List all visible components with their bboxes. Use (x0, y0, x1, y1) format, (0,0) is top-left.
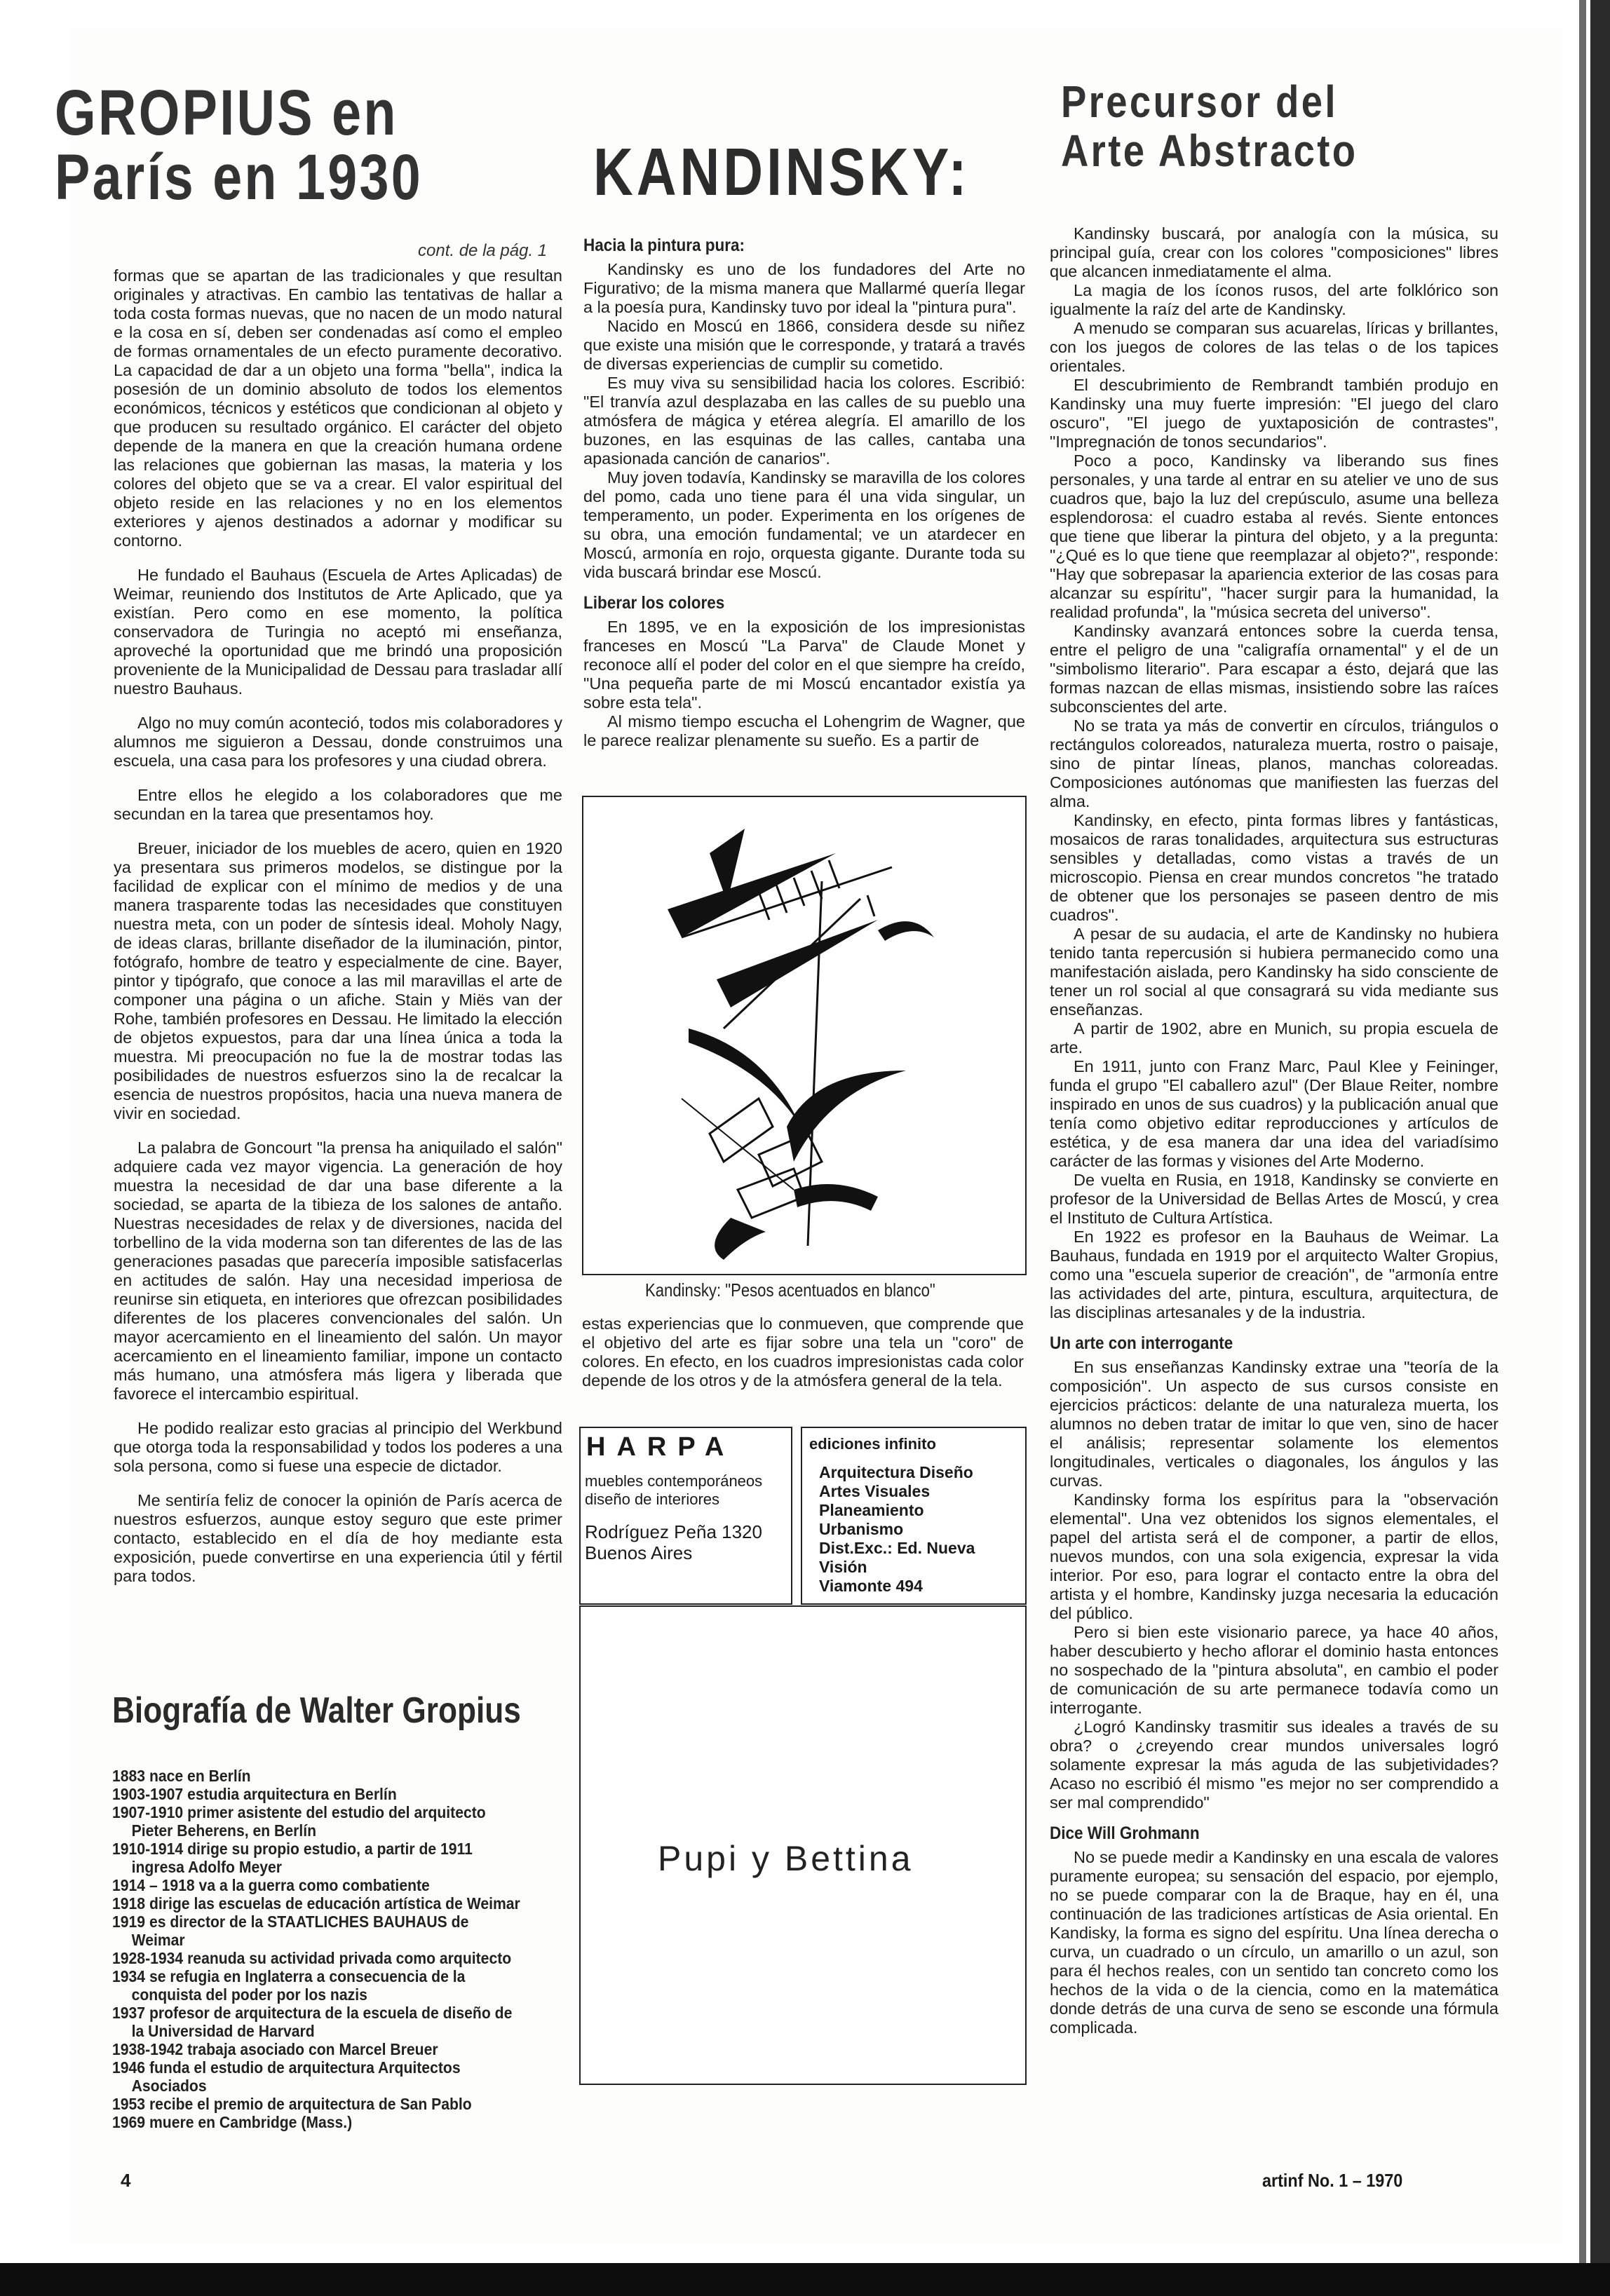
paragraph: Breuer, iniciador de los muebles de acero, quien en 1920 ya presentara sus primeros modelos, se distingue por la facilidad de explicar con el mínimo de medios y de una manera trasparente todas las necesidades que constituyen nuestra meta, con un poder de síntesis ideal. Moholy Nagy, de ideas claras, brillante diseñador de la iluminación, pintor, fotógrafo, hombre de teatro y especialmente de cine. Bayer, pintor y tipógrafo, que conoce a las mil maravillas el arte de componer una página o un afiche. Stain y Miës van der Rohe, también profesores en Dessau. He limitado la elección de objetos expuestos, para dar una línea única a toda la muestra. Mi preocupación no fue la de mostrar todas las posibilidades de nuestros esfuerzos sino la de recalcar la esencia de nuestros propósitos, hacia una nueva manera de vivir en sociedad. (114, 839, 562, 1122)
paragraph: He podido realizar esto gracias al principio del Werkbund que otorga toda la responsabilidad y todos los poderes a una sola persona, como si fuese una especie de dictador. (114, 1419, 562, 1475)
paragraph: No se trata ya más de convertir en círculos, triángulos o rectángulos coloreados, naturaleza muerta, rostro o paisaje, sino de pintar líneas, planos, manchas coloreadas. Composiciones autónomas que manifiesten las fuerzas del alma. (1050, 716, 1499, 810)
biography-item: 1918 dirige las escuelas de educación artística de Weimar (112, 1894, 520, 1913)
paragraph: A partir de 1902, abre en Munich, su propia escuela de arte. (1050, 1019, 1499, 1057)
paragraph: ¿Logró Kandinsky trasmitir sus ideales a través de su obra? o ¿creyendo crear mundos universales logró solamente expresar la más aguda de las subjetividades? Acaso no escribió él mismo "es mejor no ser comprendido a ser mal comprendido" (1050, 1718, 1499, 1812)
biography-item: 1910-1914 dirige su propio estudio, a partir de 1911 ingresa Adolfo Meyer (112, 1840, 473, 1876)
biography-title: Biografía de Walter Gropius (112, 1690, 521, 1731)
infinito-line: Planeamiento (819, 1501, 924, 1519)
paragraph: En 1911, junto con Franz Marc, Paul Klee y Feininger, funda el grupo "El caballero azul" (Der Blaue Reiter, nombre inspirado en unos de sus cuadros) y la publicación anual que tenía como objetivo editar reproducciones y artículos de estética, y de esa manera dar una idea del variadísimo carácter de las formas y visiones del Arte Moderno. (1050, 1057, 1499, 1170)
page-number: 4 (121, 2170, 131, 2191)
paragraph: Kandinsky es uno de los fundadores del Arte no Figurativo; de la misma manera que Mallarmé quería llegar a la poesía pura, Kandinsky tuvo por ideal la "pintura pura". (583, 260, 1025, 316)
gropius-headline: GROPIUS en París en 1930 (55, 77, 423, 213)
paragraph: He fundado el Bauhaus (Escuela de Artes Aplicadas) de Weimar, reuniendo dos Institutos de Arte Aplicado, que ya existían. Pero como en ese momento, la política conservadora de Turingia no aceptó mi enseñanza, aproveché la oportunidad que me brindó una proposición proveniente de la Municipalidad de Dessau para trasladar allí nuestro Bauhaus. (114, 566, 562, 698)
paragraph: En 1922 es profesor en la Bauhaus de Weimar. La Bauhaus, fundada en 1919 por el arquitecto Walter Gropius, como una "escuela superior de creación", de "armonía entre las actividades del arte, pintura, escultura, arquitectura, de las disciplinas artesanales y de la industria. (1050, 1228, 1499, 1322)
paragraph: estas experiencias que lo conmueven, que comprende que el objetivo del arte es fijar sobre una tela un "coro" de colores. En efecto, en los cuadros impresionistas cada color depende de los otros y de la atmósfera general de la tela. (582, 1315, 1024, 1390)
paragraph: La palabra de Goncourt "la prensa ha aniquilado el salón" adquiere cada vez mayor vigencia. La generación de hoy muestra la necesidad de dar una base diferente a la sociedad, se aparta de la tibieza de los salones de antaño. Nuestras necesidades de relax y de diversiones, nacida del torbellino de la vida moderna son tan diferentes de las de las generaciones pasadas que parecería imposible satisfacerlas en actitudes de salón. Hay una necesidad imperiosa de reunirse sin etiqueta, en interiores que ofrezcan posibilidades diferentes de los placeres convencionales del salón. Un mayor acercamiento en el lineamiento del salón. Un mayor acercamiento en el lineamiento familiar, impone un contacto más humano, una atmósfera más ligera y liberada que favorece el intercambio espiritual. (114, 1139, 562, 1403)
biography-item: 1919 es director de la STAATLICHES BAUHAUS de Weimar (112, 1913, 469, 1949)
biography-item: 1914 – 1918 va a la guerra como combatiente (112, 1876, 430, 1894)
harpa-line: muebles contemporáneos (585, 1472, 763, 1490)
paragraph: De vuelta en Rusia, en 1918, Kandinsky se convierte en profesor de la Universidad de Bellas Artes de Moscú, y crea el Instituto de Cultura Artística. (1050, 1171, 1499, 1227)
subheading: Liberar los colores (583, 593, 725, 613)
kandinsky-article-col2 (583, 224, 1025, 750)
kandinsky-painting (582, 796, 1027, 1275)
scanner-edge (1590, 0, 1610, 2263)
infinito-line: Viamonte 494 (819, 1577, 923, 1595)
subheading: Dice Will Grohmann (1050, 1823, 1200, 1843)
page-edge-shadow (1579, 0, 1586, 2263)
paragraph: Kandinsky buscará, por analogía con la música, su principal guía, crear con los colores "composiciones" libres que alcancen inmediatamente el alma. (1050, 224, 1499, 280)
pupi-bettina-advertisement (579, 1605, 1027, 2085)
paragraph: Kandinsky forma los espíritus para la "observación elemental". Una vez obtenidos los signos elementales, el papel del artista será el de componer, a partir de ellos, nuevos mundos, con una sola exigencia, expresar la vida interior. Por eso, para lograr el contacto entre la obra del artista y el hombre, Kandinsky juzga necesaria la educación del público. (1050, 1490, 1499, 1622)
paragraph: Kandinsky avanzará entonces sobre la cuerda tensa, entre el peligro de una "caligrafía ornamental" y el de un "simbolismo literario". Para escapar a ésto, dejará que las formas nazcan de ellas mismas, insistiendo sobre las raíces subconscientes del arte. (1050, 622, 1499, 716)
kandinsky-article-col3 (1050, 224, 1499, 2053)
infinito-advertisement (801, 1427, 1027, 1605)
paragraph: En 1895, ve en la exposición de los impresionistas franceses en Moscú "La Parva" de Claude Monet y reconoce allí el poder del color en el que siempre ha creído, "Una pequeña parte de mi Moscú encantador existía ya sobre esta tela". (583, 618, 1025, 712)
harpa-address: Rodríguez Peña 1320 (585, 1521, 762, 1542)
gropius-article (114, 266, 562, 1601)
paragraph: Entre ellos he elegido a los colaboradores que me secundan en la tarea que presentamos hoy. (114, 786, 562, 823)
biography-item: 1946 funda el estudio de arquitectura Arquitectos Asociados (112, 2058, 461, 2095)
paragraph: Algo no muy común aconteció, todos mis colaboradores y alumnos me siguieron a Dessau, donde construimos una escuela, una casa para los profesores y una ciudad obrera. (114, 714, 562, 770)
precursor-headline: Precursor del Arte Abstracto (1061, 76, 1358, 176)
scanner-bottom-bar (0, 2263, 1610, 2296)
paragraph: A menudo se comparan sus acuarelas, líricas y brillantes, con los juegos de colores de las telas o de los tapices orientales. (1050, 319, 1499, 375)
paragraph: Al mismo tiempo escucha el Lohengrim de Wagner, que le parece realizar plenamente su sueño. Es a partir de (583, 712, 1025, 749)
biography-item: 1969 muere en Cambridge (Mass.) (112, 2113, 353, 2131)
biography-item: 1907-1910 primer asistente del estudio del arquitecto Pieter Beherens, en Berlín (112, 1803, 486, 1840)
harpa-advertisement (579, 1427, 792, 1605)
paragraph: A pesar de su audacia, el arte de Kandinsky no hubiera tenido tanta repercusión si hubiera permanecido como una manifestación aislada, pero Kandinsky ha sido consciente de tener un rol social al que consagrará su vida mediante sus enseñanzas. (1050, 925, 1499, 1019)
subheading: Hacia la pintura pura: (583, 236, 745, 255)
paragraph: Kandinsky, en efecto, pinta formas libres y fantásticas, mosaicos de raras tonalidades, arquitectura sus estructuras sensibles y detalladas, como vistas a través de un microscopio. Piensa en crear mundos concretos "he tratado de obtener que los personajes se paseen dentro de mis cuadros". (1050, 811, 1499, 924)
paragraph: En sus enseñanzas Kandinsky extrae una "teoría de la composición". Un aspecto de sus cursos consiste en ejercicios prácticos: delante de una naturaleza muerta, los alumnos no deben tratar de imitar lo que ven, sino de hacer el análisis; representar solamente los elementos longitudinales, verticales o diagonales, los ángulos y las curvas. (1050, 1358, 1499, 1490)
harpa-line: diseño de interiores (585, 1490, 720, 1508)
harpa-address: Buenos Aires (585, 1542, 693, 1563)
infinito-brand: ediciones infinito (809, 1435, 936, 1453)
biography-item: 1928-1934 reanuda su actividad privada como arquitecto (112, 1949, 512, 1967)
paragraph: Muy joven todavía, Kandinsky se maravilla de los colores del pomo, cada uno tiene para él una vida singular, un temperamento, un poder. Experimenta en los orígenes de su obra, una emoción fundamental; ve un atardecer en Moscú, armonía en rojo, orquesta gigante. Durante toda su vida buscará brindar ese Moscú. (583, 468, 1025, 581)
biography-item: 1903-1907 estudia arquitectura en Berlín (112, 1785, 397, 1803)
painting-caption: Kandinsky: "Pesos acentuados en blanco" (645, 1279, 935, 1300)
continuation-note: cont. de la pág. 1 (418, 241, 548, 260)
biography-item: 1934 se refugia en Inglaterra a consecuencia de la conquista del poder por los nazis (112, 1967, 466, 2004)
paragraph: La magia de los íconos rusos, del arte folklórico son igualmente la raíz del arte de Kandinsky. (1050, 281, 1499, 318)
paragraph: Poco a poco, Kandinsky va liberando sus fines personales, y una tarde al entrar en su atelier ve uno de sus cuadros que, bajo la luz del crepúsculo, asume una belleza esplendorosa: el cuadro estaba al revés. Siente entonces que tiene que liberar la pintura del objeto, y a la pregunta: "¿Qué es lo que tiene que reemplazar al objeto?", responde: "Hay que sobrepasar la apariencia exterior de las cosas para alcanzar su espíritu", "hacer surgir para la humanidad, la realidad profunda", la "música secreta del universo". (1050, 451, 1499, 621)
paragraph: Pero si bien este visionario parece, ya hace 40 años, haber descubierto y hecho aflorar el dominio hasta entonces no sospechado de la "pintura absoluta", en cambio el poder de comunicación de su arte permanece todavía como un interrogante. (1050, 1623, 1499, 1717)
painting-artwork (583, 797, 1022, 1271)
infinito-line: Artes Visuales (819, 1482, 931, 1500)
paragraph: Nacido en Moscú en 1866, considera desde su niñez que existe una misión que le corresponde, y tratará a través de diversas experiencias de cumplir su cometido. (583, 317, 1025, 373)
biography-item: 1953 recibe el premio de arquitectura de San Pablo (112, 2095, 472, 2113)
subheading: Un arte con interrogante (1050, 1333, 1233, 1353)
biography-list (112, 1767, 561, 2131)
pupi-bettina-brand: Pupi y Bettina (658, 1839, 914, 1878)
harpa-brand: HARPA (586, 1432, 736, 1462)
biography-item: 1937 profesor de arquitectura de la escuela de diseño de la Universidad de Harvard (112, 2004, 513, 2040)
infinito-line: Arquitectura Diseño (819, 1463, 973, 1481)
kandinsky-headline: KANDINSKY: (593, 135, 970, 210)
issue-label: artinf No. 1 – 1970 (1262, 2170, 1403, 2191)
paragraph: formas que se apartan de las tradicionales y que resultan originales y atractivas. En cambio las tentativas de hallar a toda costa formas nuevas, que no nacen de un modo natural e la cosa en sí, deben ser condenadas así como el empleo de formas ornamentales de un efecto puramente decorativo. La capacidad de dar a un objeto una forma "bella", indica la posesión de un dominio absoluto de todos los elementos económicos, técnicos y estéticos que condicionan al objeto y que producen su resultado orgánico. El carácter del objeto depende de la manera en que la creación humana ordene las relaciones que gobiernan las masas, la materia y los colores del objeto que se va a crear. El valor espiritual del objeto reside en las relaciones y no en los elementos exteriores y ajenos destinados a adornar y modificar su contorno. (114, 266, 562, 550)
paragraph: Me sentiría feliz de conocer la opinión de París acerca de nuestros esfuerzos, aunque estoy seguro que este primer contacto, establecido en el día de hoy mediante esta exposición, puede convertirse en una experiencia útil y fértil para todos. (114, 1491, 562, 1585)
infinito-line: Urbanismo (819, 1520, 904, 1538)
infinito-line: Dist.Exc.: Ed. Nueva Visión (819, 1539, 975, 1576)
biography-item: 1938-1942 trabaja asociado con Marcel Breuer (112, 2040, 438, 2058)
paragraph: No se puede medir a Kandinsky en una escala de valores puramente europea; su sensación del espacio, por ejemplo, no se puede comparar con la de Braque, hay en él, una continuación de las tradiciones artísticas de Asia oriental. En Kandisky, la forma es signo del espíritu. Una línea derecha o curva, un cuadrado o un círculo, un amarillo o un azul, son para él hechos reales, con un sentido tan concreto como los hechos de la vida o de la ciencia, como en la matemática donde detrás de una curva de seno se esconde una fórmula complicada. (1050, 1848, 1499, 2037)
biography-item: 1883 nace en Berlín (112, 1767, 251, 1785)
kandinsky-article-continuation (582, 1315, 1024, 1406)
paragraph: Es muy viva su sensibilidad hacia los colores. Escribió: "El tranvía azul desplazaba en las calles de su pueblo una atmósfera de mágica y etérea alegría. El amarillo de los buzones, en las esquinas de las calles, cantaba una apasionada canción de canarios". (583, 374, 1025, 468)
paragraph: El descubrimiento de Rembrandt también produjo en Kandinsky una muy fuerte impresión: "El juego del claro oscuro", "El juego de yuxtaposición de contrastes", "Impregnación de tonos secundarios". (1050, 376, 1499, 451)
